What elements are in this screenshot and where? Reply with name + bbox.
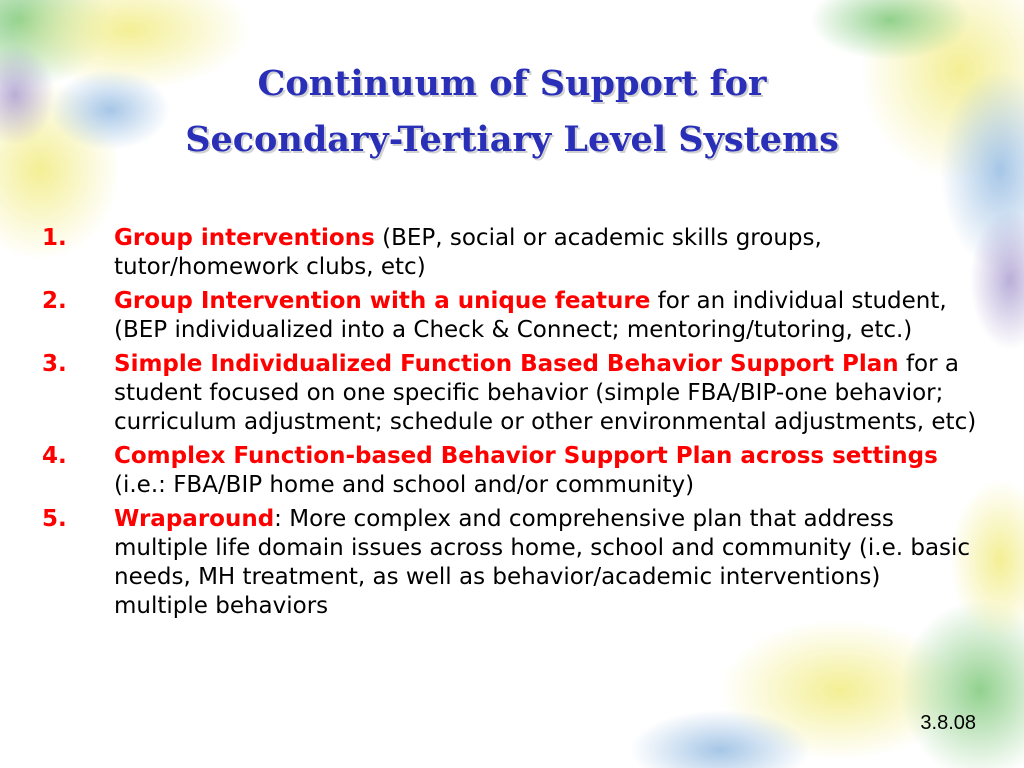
- item-text: for a student focused on one specific behavior (simple FBA/BIP-one behavior; curriculum adjustment; schedule or other environmental adjustments, etc): [114, 351, 977, 435]
- list-item-2: [42, 287, 977, 345]
- item-text: for an individual student, (BEP individualized into a Check & Connect; mentoring/tutoring, etc.): [114, 288, 947, 343]
- slide-date: 3.8.08: [920, 712, 976, 734]
- item-highlight: Group interventions: [114, 225, 375, 251]
- list-item-1: [42, 224, 977, 282]
- item-text: (i.e.: FBA/BIP home and school and/or community): [114, 472, 695, 498]
- support-list: [42, 224, 977, 626]
- list-item-4: [42, 442, 977, 500]
- title-line-1: Continuum of Support for: [257, 63, 767, 104]
- slide-title: [0, 56, 1024, 168]
- item-number: 3.: [42, 351, 67, 377]
- list-item-3: [42, 350, 977, 437]
- item-number: 1.: [42, 225, 67, 251]
- title-line-2: Secondary-Tertiary Level Systems: [185, 119, 839, 160]
- item-highlight: Complex Function-based Behavior Support Plan across settings: [114, 443, 938, 469]
- item-highlight: Simple Individualized Function Based Behavior Support Plan: [114, 351, 899, 377]
- item-highlight: Wraparound: [114, 506, 275, 532]
- list-item-5: [42, 505, 977, 621]
- item-highlight: Group Intervention with a unique feature: [114, 288, 651, 314]
- item-number: 5.: [42, 506, 67, 532]
- item-text: (BEP, social or academic skills groups, tutor/homework clubs, etc): [114, 225, 822, 280]
- item-number: 4.: [42, 443, 67, 469]
- item-text: : More complex and comprehensive plan that address multiple life domain issues across home, school and community (i.e. basic needs, MH treatment, as well as behavior/academic interventions) multiple behaviors: [114, 506, 971, 619]
- item-number: 2.: [42, 288, 67, 314]
